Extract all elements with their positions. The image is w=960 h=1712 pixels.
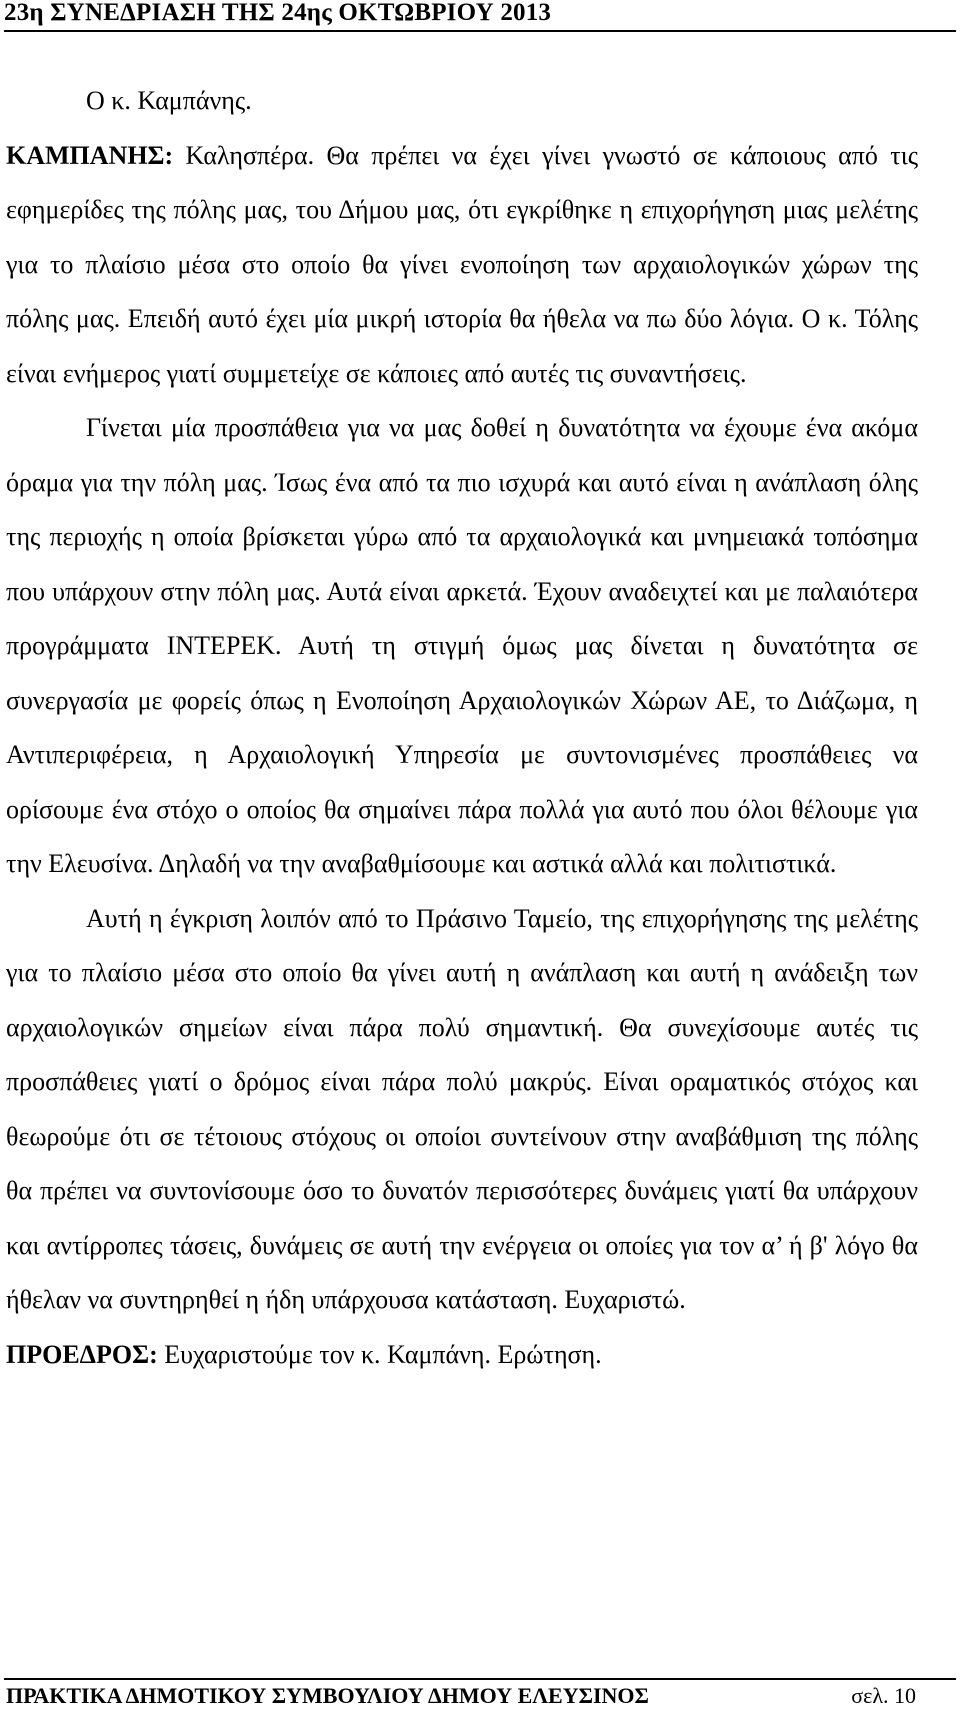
page-header bbox=[4, 0, 956, 32]
speech-text: Καλησπέρα. Θα πρέπει να έχει γίνει γνωστό σε κάποιους από τις εφημερίδες της πόλης μας, του Δήμου μας, ότι εγκρίθηκε η επιχορήγηση μιας μελέτης για το πλαίσιο μέσα στο οποίο θα γίνει ενοποίηση των αρχαιολογικών χώρων της πόλης μας. Επειδή αυτό έχει μία μικρή ιστορία θα ήθελα να πω δύο λόγια. Ο κ. Τόλης είναι ενήμερος γιατί συμμετείχε σε κάποιες από αυτές τις συναντήσεις. bbox=[6, 140, 918, 388]
document-body bbox=[6, 74, 918, 1382]
speech-proedros bbox=[6, 1328, 918, 1383]
paragraph: Γίνεται μία προσπάθεια για να μας δοθεί η δυνατότητα να έχουμε ένα ακόμα όραμα για την πόλη μας. Ίσως ένα από τα πιο ισχυρά και αυτό είναι η ανάπλαση όλης της περιοχής η οποία βρίσκεται γύρω από τα αρχαιολογικά και μνημειακά τοπόσημα που υπάρχουν στην πόλη μας. Αυτά είναι αρκετά. Έχουν αναδειχτεί και με παλαιότερα προγράμματα ΙΝΤΕΡΕΚ. Αυτή τη στιγμή όμως μας δίνεται η δυνατότητα σε συνεργασία με φορείς όπως η Ενοποίηση Αρχαιολογικών Χώρων ΑΕ, το Διάζωμα, η Αντιπεριφέρεια, η Αρχαιολογική Υπηρεσία με συντονισμένες προσπάθειες να ορίσουμε ένα στόχο ο οποίος θα σημαίνει πάρα πολλά για αυτό που όλοι θέλουμε για την Ελευσίνα. Δηλαδή να την αναβαθμίσουμε και αστικά αλλά και πολιτιστικά. bbox=[6, 413, 918, 878]
speaker-label: ΚΑΜΠΑΝΗΣ: bbox=[6, 140, 174, 170]
footer-title: ΠΡΑΚΤΙΚΑ ΔΗΜΟΤΙΚΟΥ ΣΥΜΒΟΥΛΙΟΥ ΔΗΜΟΥ ΕΛΕΥΣΙΝΟΣ bbox=[6, 1683, 649, 1708]
speech-text: Ευχαριστούμε τον κ. Καμπάνη. Ερώτηση. bbox=[157, 1339, 602, 1369]
speech-kampanis bbox=[6, 129, 918, 402]
speaker-label: ΠΡΟΕΔΡΟΣ: bbox=[6, 1339, 158, 1369]
page-number: σελ. 10 bbox=[851, 1683, 916, 1708]
paragraph: Αυτή η έγκριση λοιπόν από το Πράσινο Ταμείο, της επιχορήγησης της μελέτης για το πλαίσιο μέσα στο οποίο θα γίνει αυτή η ανάπλαση και αυτή η ανάδειξη των αρχαιολογικών σημείων είναι πάρα πολύ σημαντική. Θα συνεχίσουμε αυτές τις προσπάθειες γιατί ο δρόμος είναι πάρα πολύ μακρύς. Είναι οραματικός στόχος και θεωρούμε ότι σε τέτοιους στόχους οι οποίοι συντείνουν στην αναβάθμιση της πόλης θα πρέπει να συντονίσουμε όσο το δυνατόν περισσότερες δυνάμεις γιατί θα υπάρχουν και αντίρροπες τάσεις, δυνάμεις σε αυτή την ενέργεια οι οποίες για τον α’ ή β' λόγο θα ήθελαν να συντηρηθεί η ήδη υπάρχουσα κατάσταση. Ευχαριστώ. bbox=[6, 903, 918, 1314]
page-footer bbox=[4, 1678, 956, 1712]
header-title: 23η ΣΥΝΕΔΡΙΑΣΗ ΤΗΣ 24ης ΟΚΤΩΒΡΙΟΥ 2013 bbox=[4, 0, 552, 26]
intro-line: Ο κ. Καμπάνης. bbox=[86, 86, 252, 115]
